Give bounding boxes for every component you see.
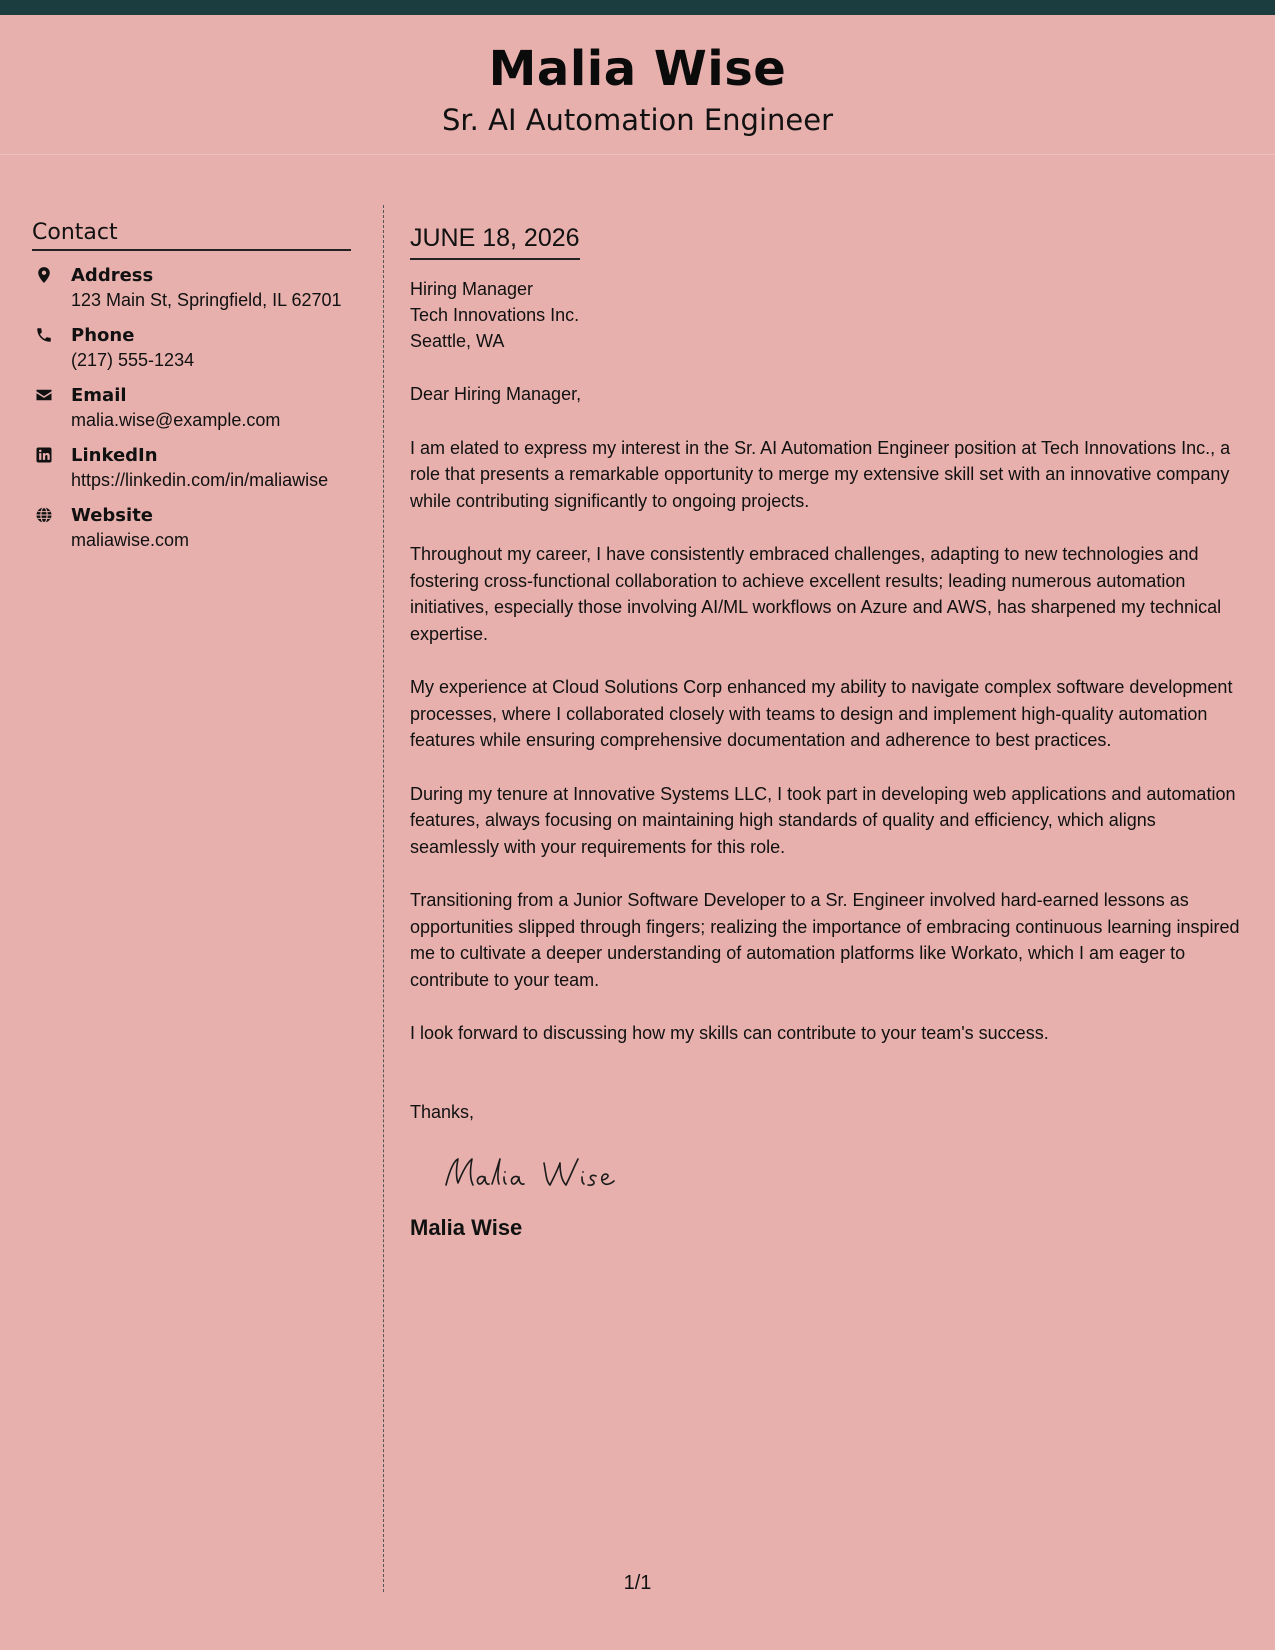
contact-label-email: Email	[71, 385, 127, 406]
column-divider	[383, 205, 384, 1592]
contact-label-phone: Phone	[71, 325, 135, 346]
letter-paragraph: I look forward to discussing how my skills can contribute to your team's success.	[410, 1023, 1049, 1043]
contact-item-address	[32, 263, 351, 312]
header	[0, 15, 1275, 155]
letter-paragraph: Throughout my career, I have consistently embraced challenges, adapting to new technologies and fostering cross-functional collaboration to achieve excellent results; leading numerous automation initiatives, especially those involving AI/ML workflows on Azure and AWS, has sharpened my technical expertise.	[410, 544, 1222, 644]
contact-item-website	[32, 503, 351, 552]
contact-label-address: Address	[71, 265, 154, 286]
contact-item-phone	[32, 323, 351, 372]
contact-sidebar	[32, 218, 351, 552]
signature-image	[440, 1149, 640, 1199]
contact-heading: Contact	[32, 218, 351, 251]
letter-paragraph: Transitioning from a Junior Software Developer to a Sr. Engineer involved hard-earned lessons as opportunities slipped through fingers; realizing the importance of embracing continuous learning inspired me to cultivate a deeper understanding of automation platforms like Workato, which I am eager to contribute to your team.	[410, 890, 1240, 990]
contact-value-address: 123 Main St, Springfield, IL 62701	[71, 290, 342, 310]
contact-label-website: Website	[71, 505, 154, 526]
contact-item-linkedin	[32, 443, 351, 492]
contact-value-linkedin[interactable]: https://linkedin.com/in/maliawise	[71, 470, 329, 490]
contact-value-phone[interactable]: (217) 555-1234	[71, 350, 195, 370]
applicant-name: Malia Wise	[488, 41, 787, 97]
contact-value-website[interactable]: maliawise.com	[71, 530, 190, 550]
contact-item-email	[32, 383, 351, 432]
contact-label-linkedin: LinkedIn	[71, 445, 158, 466]
job-title: Sr. AI Automation Engineer	[442, 103, 833, 137]
top-accent-bar	[0, 0, 1275, 15]
recipient-line: Seattle, WA	[410, 331, 505, 351]
envelope-icon	[35, 386, 53, 404]
recipient-line: Tech Innovations Inc.	[410, 305, 580, 325]
letter-date: JUNE 18, 2026	[410, 221, 580, 260]
letter-paragraph: During my tenure at Innovative Systems LLC, I took part in developing web applications and automation features, always focusing on maintaining high standards of quality and efficiency, which aligns seamlessly with your requirements for this role.	[410, 783, 1236, 857]
linkedin-icon	[35, 446, 53, 464]
salutation: Dear Hiring Manager,	[410, 384, 582, 404]
contact-value-email[interactable]: malia.wise@example.com	[71, 410, 281, 430]
closing: Thanks,	[410, 1101, 475, 1122]
phone-icon	[35, 326, 53, 344]
page-number: 1/1	[623, 1572, 652, 1594]
recipient-line: Hiring Manager	[410, 279, 534, 299]
map-pin-icon	[35, 266, 53, 284]
letter-body	[410, 221, 1246, 1243]
letter-paragraph: I am elated to express my interest in the Sr. AI Automation Engineer position at Tech Innovations Inc., a role that presents a remarkable opportunity to merge my extensive skill set with an innovative company while contributing significantly to ongoing projects.	[410, 437, 1231, 511]
globe-icon	[35, 506, 53, 524]
letter-paragraph: My experience at Cloud Solutions Corp enhanced my ability to navigate complex software development processes, where I collaborated closely with teams to design and implement high-quality automation features while ensuring comprehensive documentation and adherence to best practices.	[410, 677, 1233, 750]
signer-name: Malia Wise	[410, 1215, 523, 1240]
recipient-block	[410, 276, 1246, 354]
